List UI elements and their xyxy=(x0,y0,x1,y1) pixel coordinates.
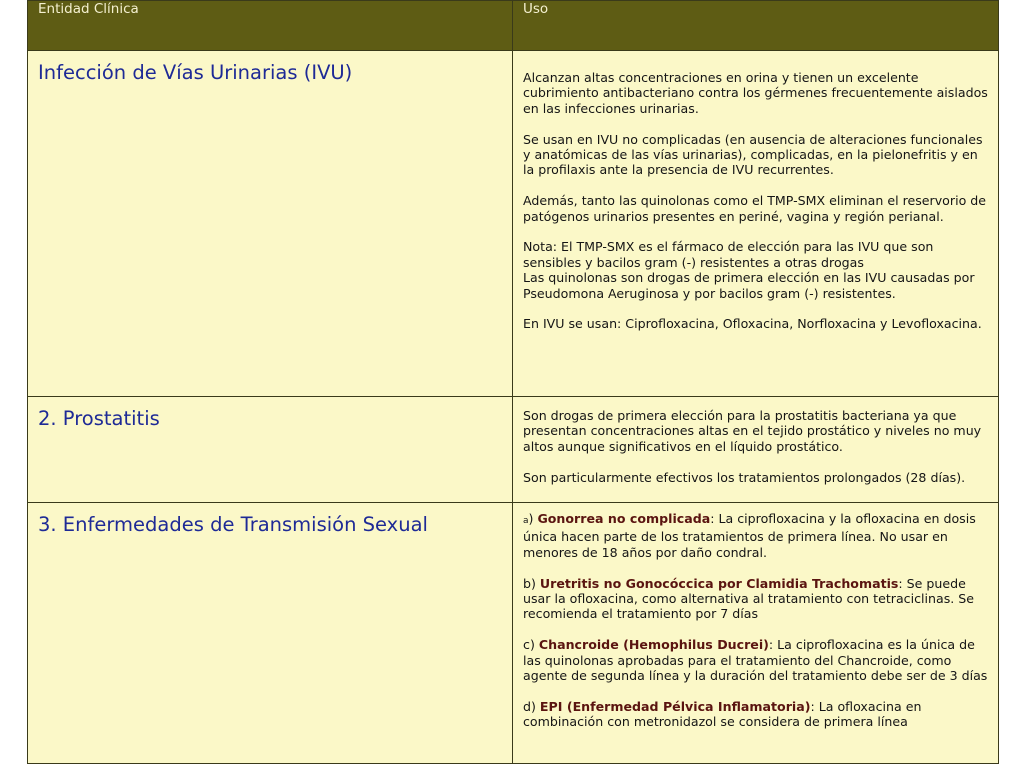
item-separator: ) xyxy=(531,698,540,714)
table-row xyxy=(28,51,999,397)
table-header-row xyxy=(28,1,999,51)
use-paragraph: Alcanzan altas concentraciones en orina y tienen un excelente cubrimiento antibacteriano contra los gérmenes frecuentemente aislados en las infecciones urinarias. xyxy=(523,70,988,116)
item-term: EPI (Enfermedad Pélvica Inflamatoria) xyxy=(539,698,811,714)
header-uso: Uso xyxy=(513,1,999,51)
item-term: Uretritis no Gonocóccica por Clamidia Trachomatis xyxy=(539,575,899,591)
item-prefix: a xyxy=(523,516,529,526)
table-row xyxy=(28,503,999,764)
item-prefix: b xyxy=(523,575,531,591)
item-text: : Se puede usar la ofloxacina, como alternativa al tratamiento con tetraciclinas. Se recomienda el tratamiento por 7 días xyxy=(523,575,975,622)
table-row xyxy=(28,397,999,503)
use-paragraph: Nota: El TMP-SMX es el fármaco de elección para las IVU que son sensibles y bacilos gram (-) resistentes a otras drogas xyxy=(523,239,934,270)
use-cell-ets xyxy=(513,503,999,764)
item-prefix: c xyxy=(523,637,530,653)
use-paragraph: Son particularmente efectivos los tratamientos prolongados (28 días). xyxy=(523,469,966,485)
entity-cell-ets: 3. Enfermedades de Transmisión Sexual xyxy=(28,503,513,764)
use-paragraph: Son drogas de primera elección para la prostatitis bacteriana ya que presentan concentraciones altas en el tejido prostático y niveles no muy altos aunque significativos en el líquido prostático. xyxy=(523,408,982,454)
ets-item-chancroide xyxy=(523,637,988,683)
use-cell-prostatitis xyxy=(513,397,999,503)
use-cell-ivu xyxy=(513,51,999,397)
use-paragraph: Además, tanto las quinolonas como el TMP-SMX eliminan el reservorio de patógenos urinarios presentes en periné, vagina y región perianal. xyxy=(523,193,987,224)
item-term: Gonorrea no complicada xyxy=(537,511,711,526)
ets-item-gonorrea xyxy=(523,511,988,560)
item-prefix: d xyxy=(523,698,531,714)
item-text: : La ciprofloxacina y la ofloxacina en dosis única hacen parte de los tratamientos de primera línea. No usar en menores de 18 años por daño condral. xyxy=(523,511,976,560)
item-text: : La ofloxacina en combinación con metronidazol se considera de primera línea xyxy=(523,698,922,730)
header-entidad-clinica: Entidad Clínica xyxy=(28,1,513,51)
entity-cell-ivu: Infección de Vías Urinarias (IVU) xyxy=(28,51,513,397)
item-separator: ) xyxy=(531,575,540,591)
item-term: Chancroide (Hemophilus Ducrei) xyxy=(538,637,769,653)
use-paragraph: En IVU se usan: Ciprofloxacina, Ofloxacina, Norfloxacina y Levofloxacina. xyxy=(523,316,982,332)
item-text: : La ciprofloxacina es la única de las quinolonas aprobadas para el tratamiento del Chancroide, como agente de segunda línea y la duración del tratamiento debe ser de 3 días xyxy=(523,637,988,684)
item-separator: ) xyxy=(529,637,539,653)
use-paragraph: Las quinolonas son drogas de primera elección en las IVU causadas por Pseudomona Aeruginosa y por bacilos gram (-) resistentes. xyxy=(523,270,975,301)
ets-item-uretritis xyxy=(523,576,988,622)
item-separator: ) xyxy=(528,511,538,526)
ets-item-epi xyxy=(523,699,988,730)
use-paragraph: Se usan en IVU no complicadas (en ausencia de alteraciones funcionales y anatómicas de las vías urinarias), complicadas, en la pielonefritis y en la profilaxis ante la presencia de IVU recurrentes. xyxy=(523,131,983,178)
quinolone-uses-table xyxy=(27,0,999,764)
entity-cell-prostatitis: 2. Prostatitis xyxy=(28,397,513,503)
